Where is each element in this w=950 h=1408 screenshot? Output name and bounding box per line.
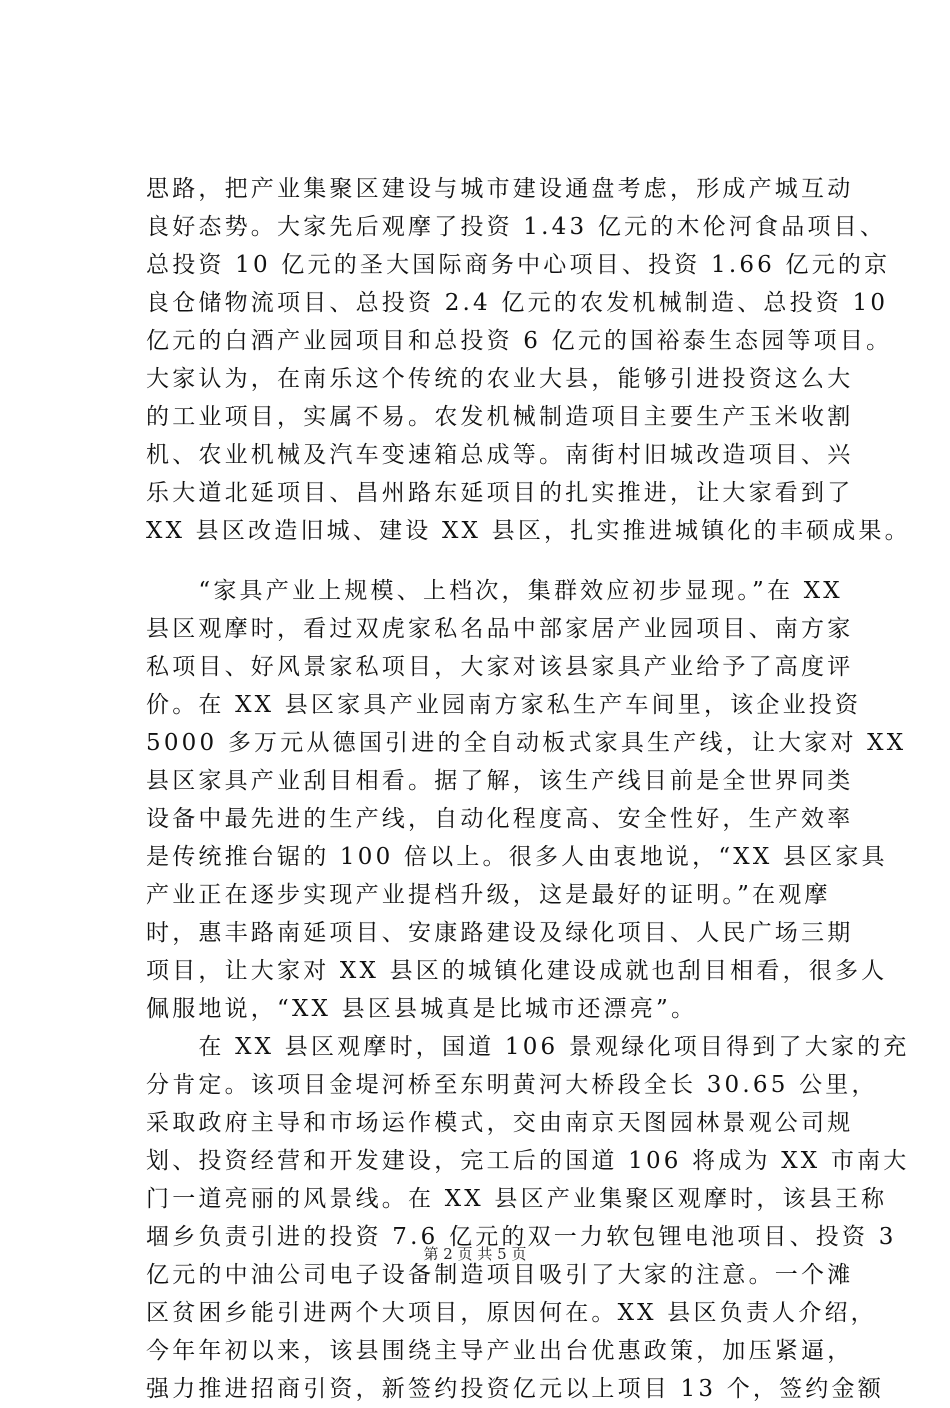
text-line: 亿元的白酒产业园项目和总投资 6 亿元的国裕泰生态园等项目。 — [146, 328, 893, 354]
text-line: 亿元的中油公司电子设备制造项目吸引了大家的注意。一个滩 — [146, 1262, 854, 1288]
text-line: 设备中最先进的生产线，自动化程度高、安全性好，生产效率 — [146, 806, 854, 832]
text-line: 项目，让大家对 XX 县区的城镇化建设成就也刮目相看，很多人 — [146, 958, 888, 984]
text-line: XX 县区改造旧城、建设 XX 县区，扎实推进城镇化的丰硕成果。 — [146, 518, 911, 544]
text-line: 划、投资经营和开发建设，完工后的国道 106 将成为 XX 市南大 — [146, 1148, 910, 1174]
text-line: 产业正在逐步实现产业提档升级，这是最好的证明。”在观摩 — [146, 882, 831, 908]
text-line: 区贫困乡能引进两个大项目，原因何在。XX 县区负责人介绍， — [146, 1300, 877, 1326]
text-line: “家具产业上规模、上档次，集群效应初步显现。”在 XX — [146, 578, 843, 604]
page-number-footer: 第 2 页 共 5 页 — [423, 1245, 527, 1263]
paragraph-gap — [146, 550, 826, 572]
paragraph-2 — [146, 572, 910, 1408]
text-line: 良仓储物流项目、总投资 2.4 亿元的农发机械制造、总投资 10 — [146, 290, 889, 316]
text-line: 县区观摩时，看过双虎家私名品中部家居产业园项目、南方家 — [146, 616, 854, 642]
text-line: 私项目、好风景家私项目，大家对该县家具产业给予了高度评 — [146, 654, 854, 680]
text-line: 佩服地说，“XX 县区县城真是比城市还漂亮”。 — [146, 996, 698, 1022]
text-line: 良好态势。大家先后观摩了投资 1.43 亿元的木伦河食品项目、 — [146, 214, 887, 240]
text-line: 机、农业机械及汽车变速箱总成等。南街村旧城改造项目、兴 — [146, 442, 854, 468]
text-line: 价。在 XX 县区家具产业园南方家私生产车间里，该企业投资 — [146, 692, 862, 718]
text-line: 乐大道北延项目、昌州路东延项目的扎实推进，让大家看到了 — [146, 480, 854, 506]
text-line: 分肯定。该项目金堤河桥至东明黄河大桥段全长 30.65 公里， — [146, 1072, 878, 1098]
text-line: 思路，把产业集聚区建设与城市建设通盘考虑，形成产城互动 — [146, 176, 854, 202]
text-line: 堌乡负责引进的投资 7.6 亿元的双一力软包锂电池项目、投资 3 — [146, 1224, 897, 1250]
paragraph-1 — [146, 170, 911, 550]
text-line: 门一道亮丽的风景线。在 XX 县区产业集聚区观摩时，该县王称 — [146, 1186, 888, 1212]
text-line: 强力推进招商引资，新签约投资亿元以上项目 13 个，签约金额 — [146, 1376, 884, 1402]
text-line: 是传统推台锯的 100 倍以上。很多人由衷地说，“XX 县区家具 — [146, 844, 888, 870]
text-line: 今年年初以来，该县围绕主导产业出台优惠政策，加压紧逼， — [146, 1338, 854, 1364]
text-line: 县区家具产业刮目相看。据了解，该生产线目前是全世界同类 — [146, 768, 854, 794]
text-line: 在 XX 县区观摩时，国道 106 景观绿化项目得到了大家的充 — [146, 1034, 910, 1060]
body-text — [146, 170, 911, 1408]
text-line: 总投资 10 亿元的圣大国际商务中心项目、投资 1.66 亿元的京 — [146, 252, 891, 278]
text-line: 的工业项目，实属不易。农发机械制造项目主要生产玉米收割 — [146, 404, 854, 430]
text-line: 采取政府主导和市场运作模式，交由南京天图园林景观公司规 — [146, 1110, 854, 1136]
text-line: 大家认为，在南乐这个传统的农业大县，能够引进投资这么大 — [146, 366, 854, 392]
text-line: 时，惠丰路南延项目、安康路建设及绿化项目、人民广场三期 — [146, 920, 854, 946]
text-line: 5000 多万元从德国引进的全自动板式家具生产线，让大家对 XX — [146, 730, 907, 756]
